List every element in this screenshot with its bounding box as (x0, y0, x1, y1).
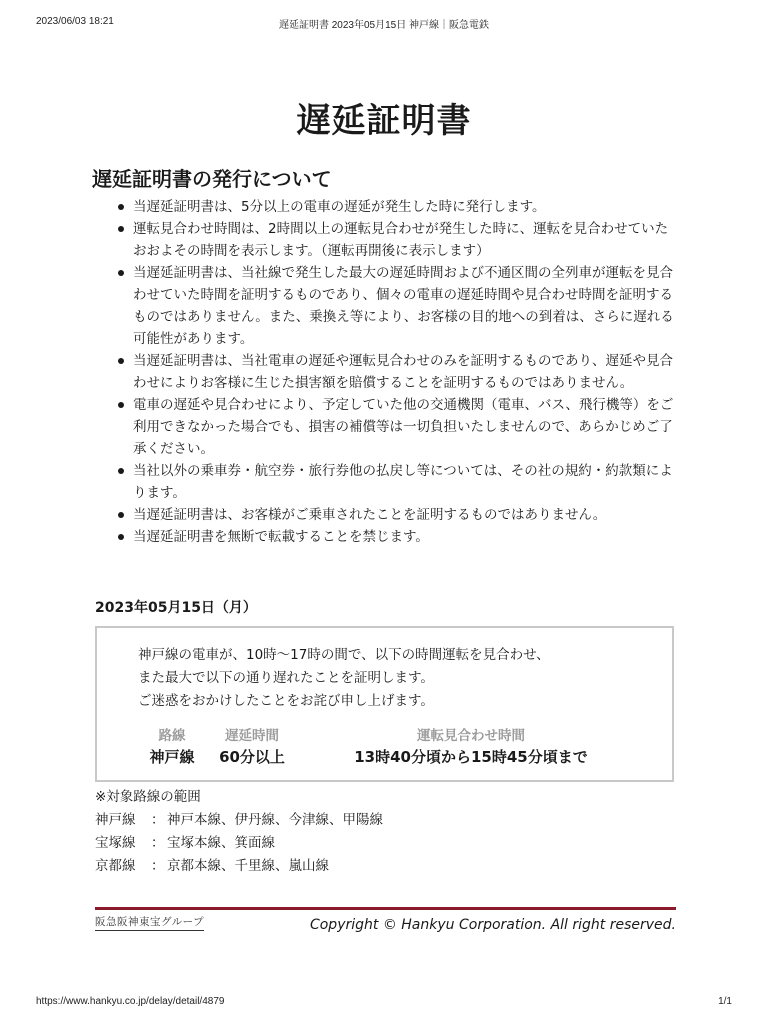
certificate-date: 2023年05月15日（月） (95, 600, 257, 616)
scope-row (95, 809, 383, 832)
certificate-statement (138, 644, 658, 713)
notice-item: 当遅延証明書は、5分以上の電車の遅延が発生した時に発行します。 (133, 196, 678, 218)
scope-row (95, 855, 383, 878)
certificate-box (95, 626, 674, 782)
group-logo: 阪急阪神東宝グループ (95, 914, 204, 931)
scope-line-name: 神戸線 (95, 812, 136, 828)
print-page-title: 遅延証明書 2023年05月15日 神戸線｜阪急電鉄 (278, 20, 490, 31)
suspension-value: 13時40分頃から15時45分頃まで (354, 748, 588, 766)
copyright-text: Copyright © Hankyu Corporation. All right reserved. (309, 917, 676, 933)
print-url: https://www.hankyu.co.jp/delay/detail/4879 (36, 996, 225, 1007)
notice-item: 電車の遅延や見合わせにより、予定していた他の交通機関（電車、バス、飛行機等）をご利用できなかった場合でも、損害の補償等は一切負担いたしませんので、あらかじめご了承ください。 (133, 394, 678, 460)
scope-separator: ： (151, 835, 165, 851)
delay-header: 遅延時間 (225, 728, 279, 744)
footer-divider (95, 907, 676, 910)
scope-row (95, 832, 383, 855)
print-header (0, 12, 768, 32)
certificate-line: また最大で以下の通り遅れたことを証明します。 (138, 670, 434, 686)
scope-separator: ： (151, 858, 165, 874)
notice-item: 当遅延証明書を無断で転載することを禁じます。 (133, 526, 678, 548)
notice-item: 当社以外の乗車券・航空券・旅行券他の払戻し等については、その社の規約・約款類によります。 (133, 460, 678, 504)
page-title: 遅延証明書 (296, 100, 472, 141)
print-footer (0, 994, 768, 1014)
notice-item: 当遅延証明書は、当社線で発生した最大の遅延時間および不通区間の全列車が運転を見合わせていた時間を証明するものであり、個々の電車の遅延時間や見合わせ時間を証明するものではありません。また、乗換え等により、お客様の目的地への到着は、さらに遅れる可能性があります。 (133, 262, 678, 350)
scope-line-members: 神戸本線、伊丹線、今津線、甲陽線 (167, 812, 383, 828)
scope-line-members: 京都本線、千里線、嵐山線 (167, 858, 329, 874)
page-number: 1/1 (718, 996, 732, 1007)
scope-line-name: 京都線 (95, 858, 136, 874)
delay-value: 60分以上 (219, 748, 285, 766)
route-value: 神戸線 (149, 748, 195, 766)
certificate-line: 神戸線の電車が、10時〜17時の間で、以下の時間運転を見合わせ、 (138, 647, 550, 663)
notice-item: 当遅延証明書は、当社電車の遅延や運転見合わせのみを証明するものであり、遅延や見合わせによりお客様に生じた損害額を賠償することを証明するものではありません。 (133, 350, 678, 394)
scope-separator: ： (151, 812, 165, 828)
suspension-header: 運転見合わせ時間 (417, 728, 525, 744)
scope-title: ※対象路線の範囲 (95, 789, 201, 805)
scope-section (95, 786, 383, 878)
certificate-line: ご迷惑をおかけしたことをお詫び申し上げます。 (138, 693, 434, 709)
print-datetime: 2023/06/03 18:21 (36, 16, 114, 27)
scope-line-members: 宝塚本線、箕面線 (167, 835, 275, 851)
notice-list (133, 196, 678, 548)
scope-line-name: 宝塚線 (95, 835, 136, 851)
notice-item: 運転見合わせ時間は、2時間以上の運転見合わせが発生した時に、運転を見合わせていたおおよその時間を表示します。（運転再開後に表示します） (133, 218, 678, 262)
route-header: 路線 (158, 728, 186, 744)
section-heading: 遅延証明書の発行について (92, 166, 332, 191)
notice-item: 当遅延証明書は、お客様がご乗車されたことを証明するものではありません。 (133, 504, 678, 526)
